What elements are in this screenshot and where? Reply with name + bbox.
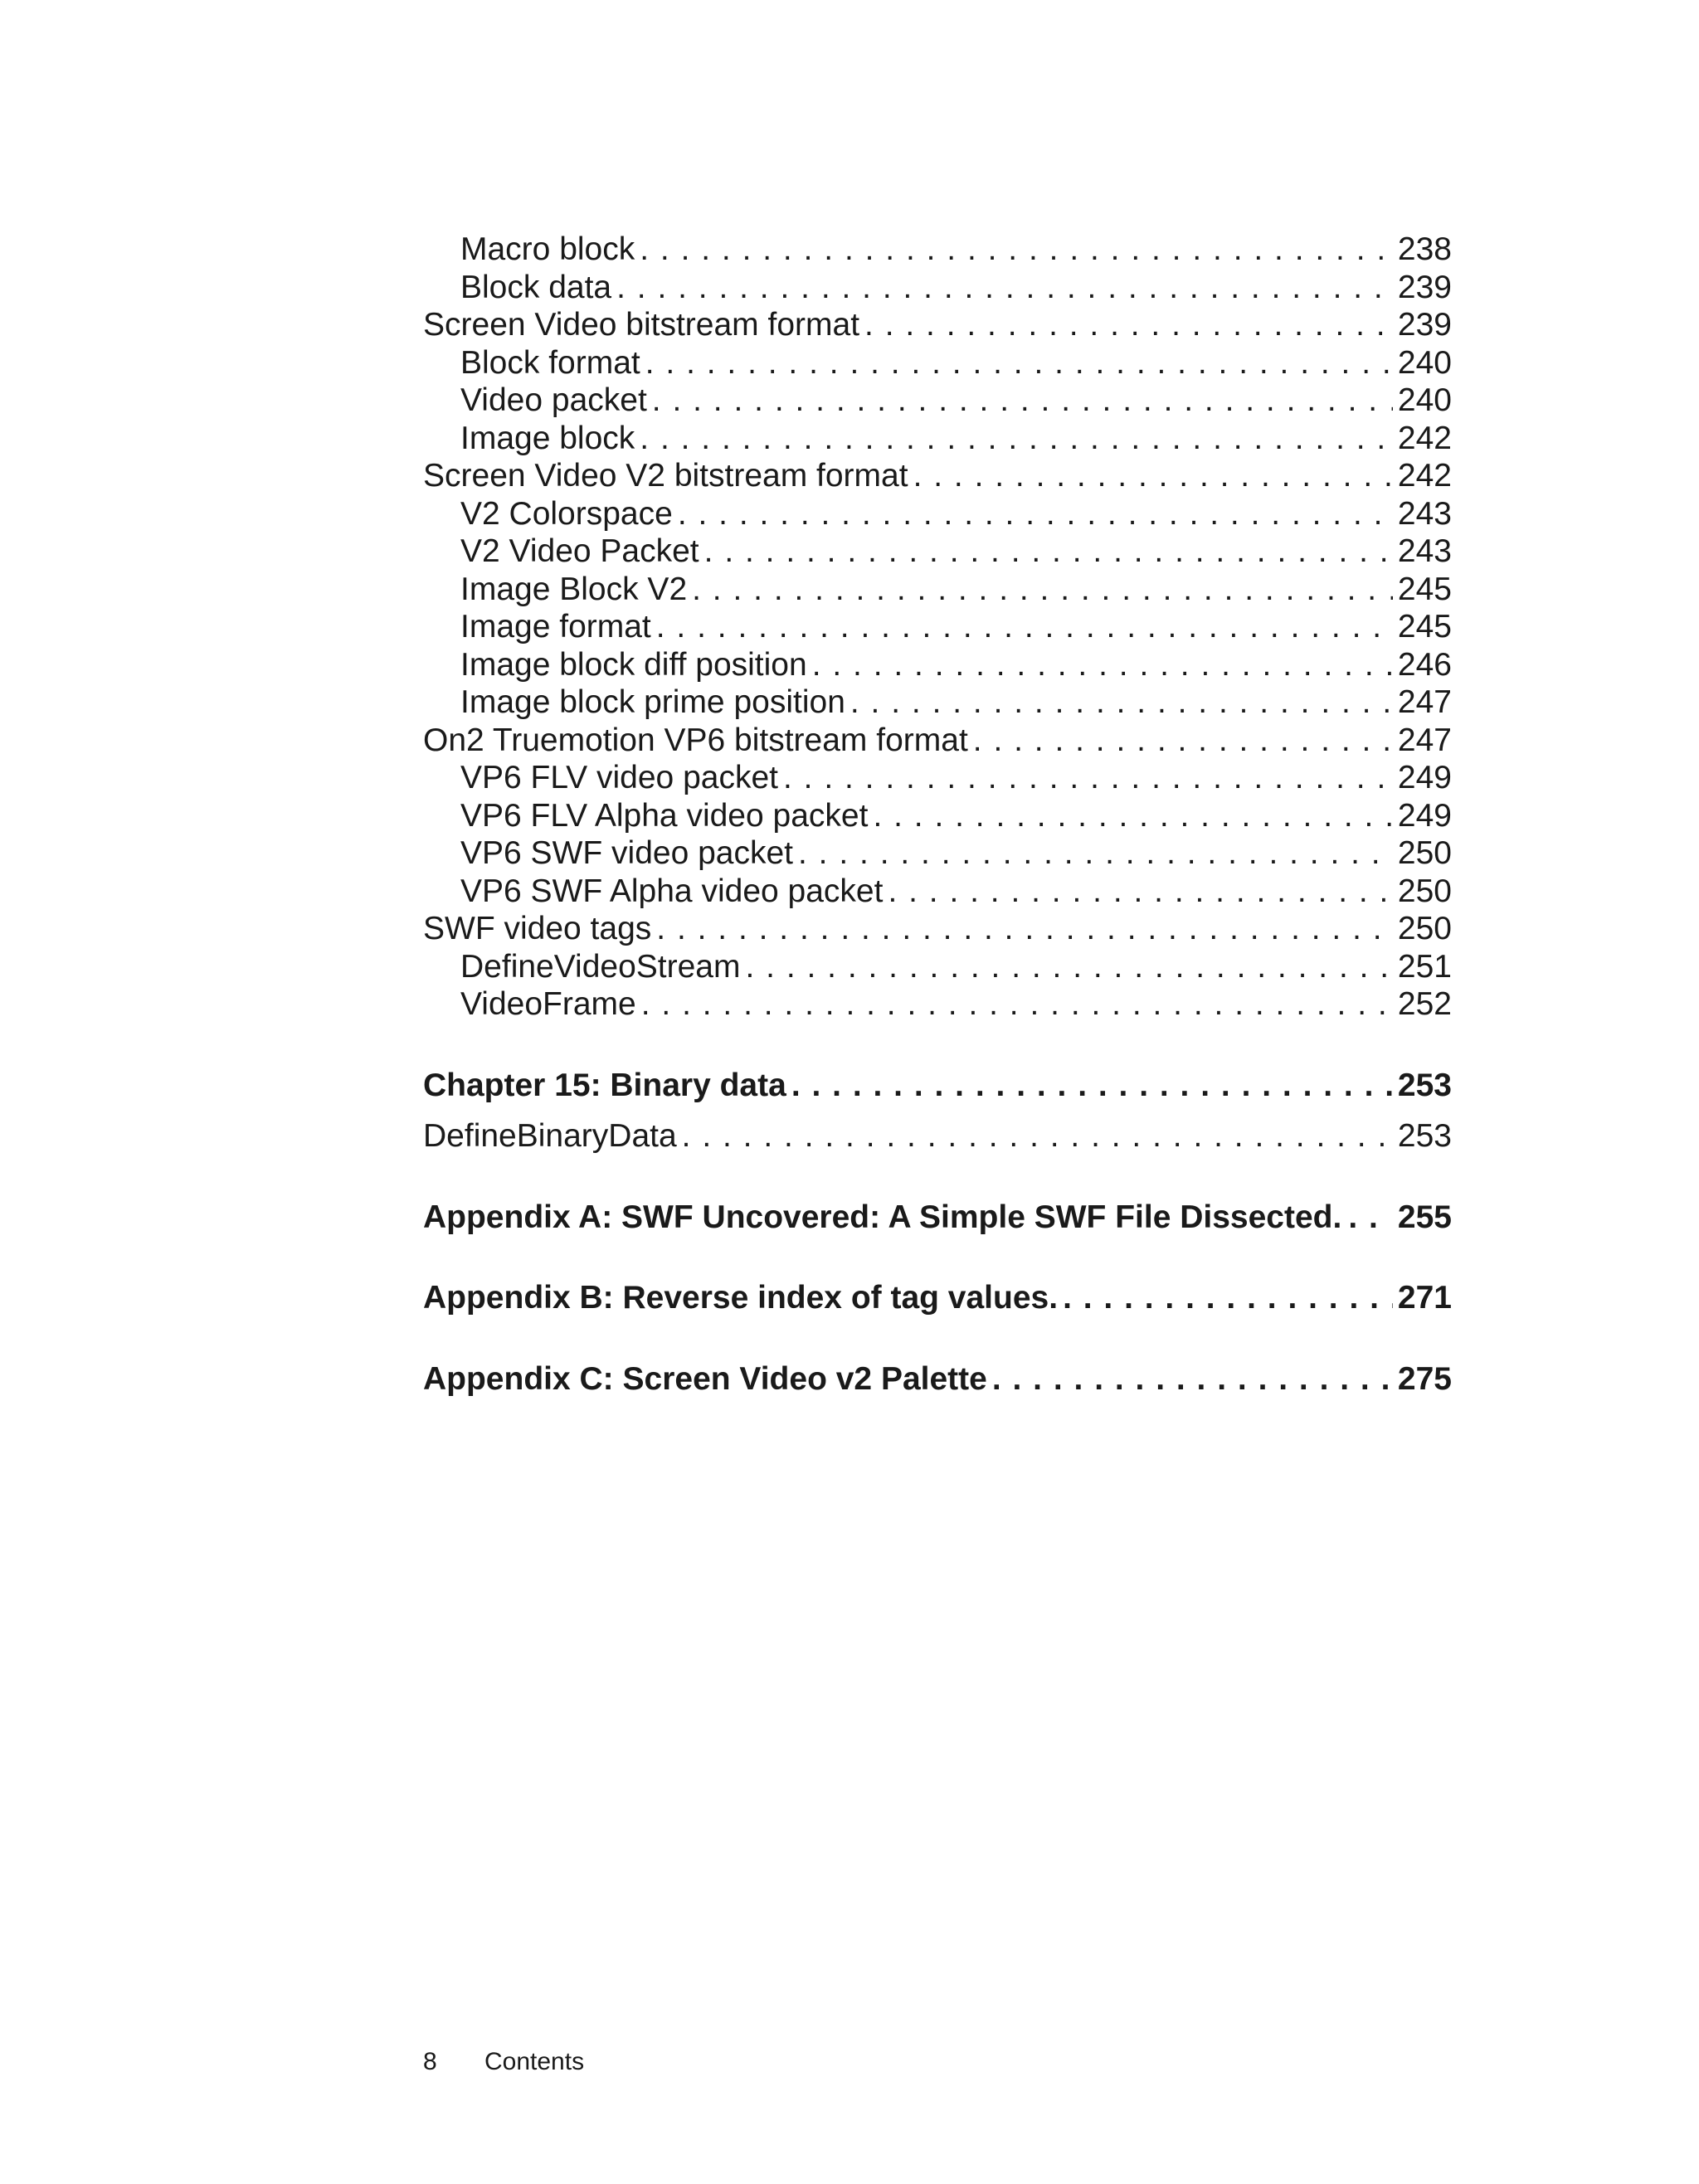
toc-entry[interactable] [423, 1117, 1452, 1155]
toc-entry[interactable] [423, 344, 1452, 382]
toc-entry-title: Block data [460, 269, 612, 305]
toc-entry[interactable] [423, 571, 1452, 609]
toc-entry-title: VideoFrame [460, 986, 636, 1022]
toc-entry-page: 249 [1397, 760, 1452, 795]
toc-entry[interactable] [423, 646, 1452, 684]
toc-entry-page: 239 [1397, 307, 1452, 343]
toc-entry-title: Video packet [460, 382, 647, 418]
dot-leader [864, 306, 1393, 344]
dot-leader [640, 420, 1393, 458]
toc-chapter-page: 253 [1397, 1067, 1452, 1103]
toc-entry[interactable] [423, 533, 1452, 571]
toc-entry-title: VP6 FLV video packet [460, 760, 778, 795]
toc-entry[interactable] [423, 948, 1452, 986]
toc-entry-page: 246 [1397, 646, 1452, 683]
dot-leader [652, 382, 1393, 420]
dot-leader [973, 722, 1393, 760]
toc-appendix-a-heading[interactable] [423, 1199, 1452, 1237]
toc-entry-page: 245 [1397, 609, 1452, 644]
toc-entry[interactable] [423, 420, 1452, 458]
toc-entry-page: 252 [1397, 986, 1452, 1022]
dot-leader [1348, 1199, 1391, 1237]
toc-entry-title: Image block diff position [460, 646, 807, 683]
dot-leader [888, 873, 1392, 911]
dot-leader [850, 683, 1393, 722]
toc-entry-page: 242 [1397, 458, 1452, 494]
toc-entry-title: VP6 FLV Alpha video packet [460, 797, 869, 834]
spacer [423, 1317, 1452, 1360]
toc-entry[interactable] [423, 269, 1452, 307]
dot-leader [798, 834, 1393, 873]
toc-appendix-title: Appendix A: SWF Uncovered: A Simple SWF File Dissected. [423, 1199, 1342, 1235]
toc-appendix-b-heading[interactable] [423, 1279, 1452, 1317]
spacer [423, 1104, 1452, 1117]
toc-entry[interactable] [423, 683, 1452, 722]
toc-entry[interactable] [423, 495, 1452, 533]
toc-entry-page: 243 [1397, 533, 1452, 569]
toc-entry-page: 239 [1397, 269, 1452, 305]
dot-leader [992, 1360, 1393, 1398]
toc-entry-page: 240 [1397, 382, 1452, 418]
toc-entry[interactable] [423, 608, 1452, 646]
toc-entry[interactable] [423, 910, 1452, 948]
dot-leader [682, 1117, 1393, 1155]
toc-entry[interactable] [423, 382, 1452, 420]
toc-appendix-page: 271 [1397, 1280, 1452, 1316]
toc-entry-title: Block format [460, 344, 640, 381]
toc-entry-title: Image Block V2 [460, 571, 688, 607]
toc-entry[interactable] [423, 306, 1452, 344]
toc-entry-page: 247 [1397, 722, 1452, 758]
toc-entry-page: 245 [1397, 571, 1452, 607]
spacer [423, 1155, 1452, 1199]
toc-entry-title: Screen Video V2 bitstream format [423, 458, 908, 494]
dot-leader [745, 948, 1392, 986]
dot-leader [791, 1067, 1393, 1105]
toc-appendix-title: Appendix B: Reverse index of tag values. [423, 1280, 1059, 1316]
dot-leader [1063, 1279, 1393, 1317]
toc-entry[interactable] [423, 457, 1452, 495]
toc-entry-title: Image block [460, 420, 635, 456]
dot-leader [616, 269, 1393, 307]
toc-appendix-title: Appendix C: Screen Video v2 Palette [423, 1360, 987, 1397]
toc-entry-title: VP6 SWF Alpha video packet [460, 873, 884, 909]
toc-entry[interactable] [423, 797, 1452, 835]
toc-entry-title: V2 Colorspace [460, 495, 673, 532]
toc-appendix-page: 255 [1397, 1199, 1452, 1235]
toc-entry-title: On2 Truemotion VP6 bitstream format [423, 722, 968, 758]
toc-chapter-heading[interactable] [423, 1067, 1452, 1105]
toc-entry[interactable] [423, 985, 1452, 1024]
spacer [423, 1024, 1452, 1067]
dot-leader [640, 231, 1393, 269]
page-footer [423, 2047, 584, 2077]
toc-entry-page: 247 [1397, 684, 1452, 720]
dot-leader [656, 608, 1393, 646]
toc-entry-page: 251 [1397, 948, 1452, 985]
toc-entry-title: SWF video tags [423, 911, 652, 946]
dot-leader [641, 985, 1393, 1024]
toc-entry-title: V2 Video Packet [460, 533, 699, 569]
toc-chapter-title: Chapter 15: Binary data [423, 1067, 786, 1103]
toc-entry-page: 240 [1397, 344, 1452, 381]
toc-entry-title: Image block prime position [460, 684, 845, 720]
toc-entry-page: 250 [1397, 873, 1452, 909]
dot-leader [656, 910, 1393, 948]
toc-entry-title: DefineVideoStream [460, 948, 741, 985]
dot-leader [913, 457, 1393, 495]
toc-entry-page: 253 [1397, 1118, 1452, 1154]
toc-entry-title: VP6 SWF video packet [460, 835, 794, 871]
table-of-contents [423, 231, 1452, 1398]
toc-entry-page: 250 [1397, 835, 1452, 871]
toc-entry[interactable] [423, 834, 1452, 873]
toc-appendix-c-heading[interactable] [423, 1360, 1452, 1398]
toc-entry[interactable] [423, 873, 1452, 911]
toc-entry-title: DefineBinaryData [423, 1118, 677, 1154]
toc-entry-title: Macro block [460, 231, 635, 267]
toc-entry[interactable] [423, 231, 1452, 269]
dot-leader [873, 797, 1392, 835]
toc-entry-page: 250 [1397, 911, 1452, 946]
toc-entry-page: 242 [1397, 420, 1452, 456]
toc-entry-page: 243 [1397, 495, 1452, 532]
toc-entry[interactable] [423, 759, 1452, 797]
dot-leader [704, 533, 1393, 571]
dot-leader [783, 759, 1393, 797]
toc-entry-title: Screen Video bitstream format [423, 307, 860, 343]
toc-appendix-page: 275 [1397, 1360, 1452, 1397]
dot-leader [812, 646, 1393, 684]
toc-entry-title: Image format [460, 609, 651, 644]
toc-entry[interactable] [423, 722, 1452, 760]
dot-leader [645, 344, 1393, 382]
footer-section-name: Contents [484, 2048, 585, 2075]
toc-entry-page: 249 [1397, 797, 1452, 834]
page-number: 8 [423, 2048, 437, 2075]
dot-leader [678, 495, 1393, 533]
dot-leader [692, 571, 1393, 609]
toc-entry-page: 238 [1397, 231, 1452, 267]
spacer [423, 1236, 1452, 1279]
